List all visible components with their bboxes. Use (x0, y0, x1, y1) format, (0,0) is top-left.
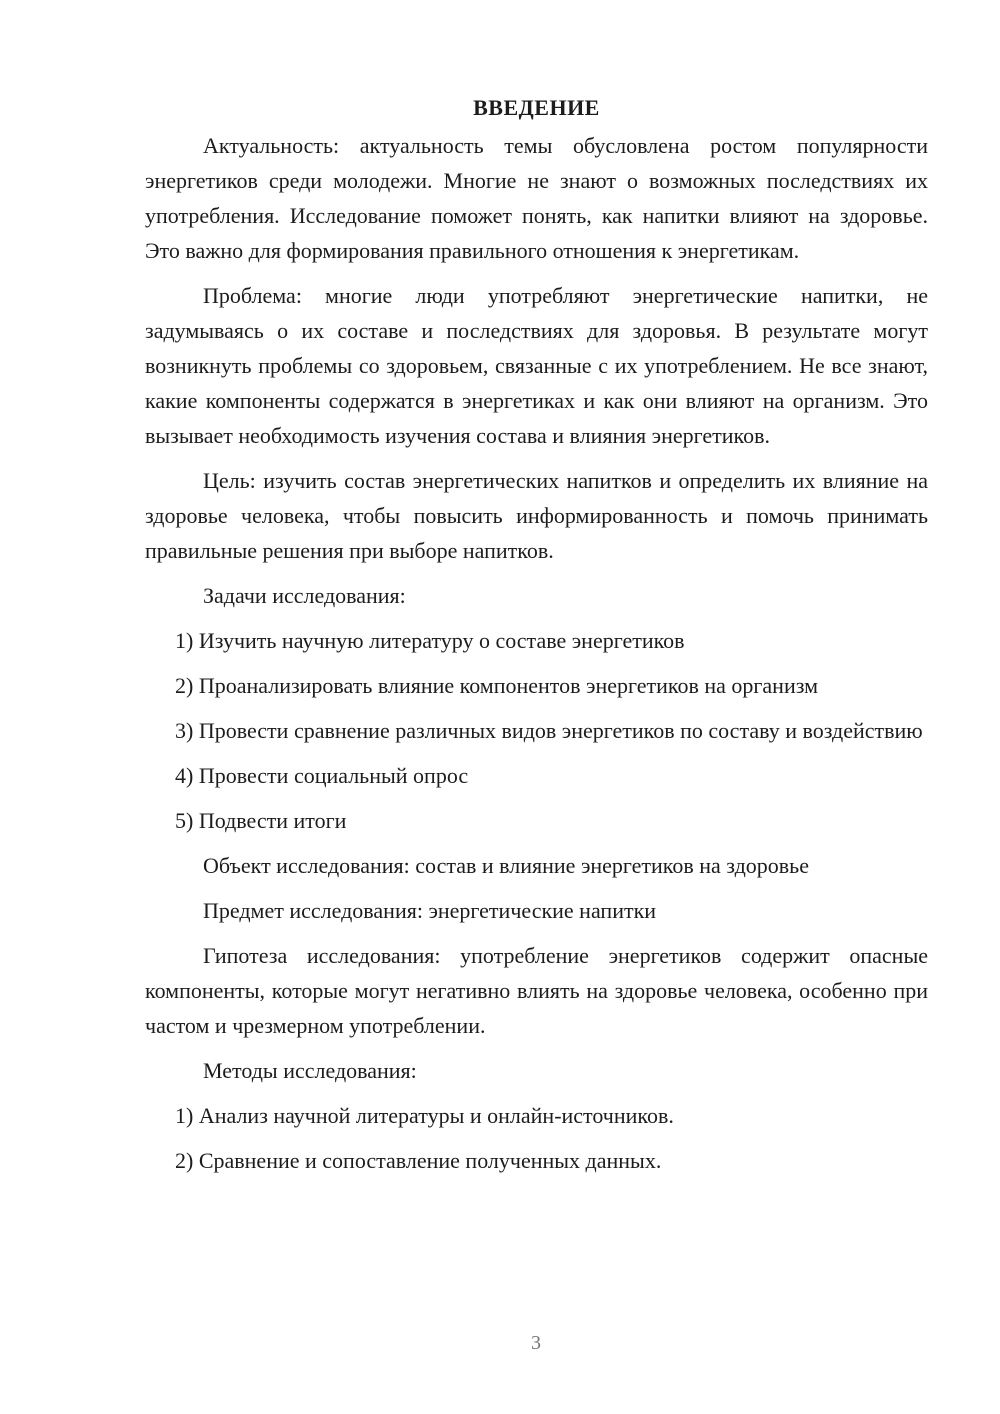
method-item-1: 1) Анализ научной литературы и онлайн-источников. (175, 1103, 674, 1128)
methods-title: Методы исследования: (203, 1058, 417, 1083)
page-number: 3 (531, 1332, 541, 1354)
hypothesis-paragraph: Гипотеза исследования: употребление энергетиков содержит опасные компоненты, которые могут негативно влиять на здоровье человека, особенно при частом и чрезмерном употреблении. (145, 943, 928, 1038)
research-object: Объект исследования: состав и влияние энергетиков на здоровье (203, 853, 809, 878)
actuality-paragraph: Актуальность: актуальность темы обусловлена ростом популярности энергетиков среди молодежи. Многие не знают о возможных последствиях их употребления. Исследование поможет понять, как напитки влияют на здоровье. Это важно для формирования правильного отношения к энергетикам. (145, 133, 928, 263)
goal-paragraph: Цель: изучить состав энергетических напитков и определить их влияние на здоровье человека, чтобы повысить информированность и помочь принимать правильные решения при выборе напитков. (145, 468, 928, 563)
tasks-title: Задачи исследования: (203, 583, 406, 608)
research-subject: Предмет исследования: энергетические напитки (203, 898, 657, 923)
document-page (145, 92, 928, 1188)
task-item-4: 4) Провести социальный опрос (175, 763, 469, 788)
task-item-1: 1) Изучить научную литературу о составе энергетиков (175, 628, 685, 653)
page-title: ВВЕДЕНИЕ (473, 95, 600, 120)
problem-paragraph: Проблема: многие люди употребляют энергетические напитки, не задумываясь о их составе и последствиях для здоровья. В результате могут возникнуть проблемы со здоровьем, связанные с их употреблением. Не все знают, какие компоненты содержатся в энергетиках и как они влияют на организм. Это вызывает необходимость изучения состава и влияния энергетиков. (145, 283, 928, 448)
method-item-2: 2) Сравнение и сопоставление полученных данных. (175, 1148, 662, 1173)
task-item-2: 2) Проанализировать влияние компонентов энергетиков на организм (175, 673, 819, 698)
task-item-3: 3) Провести сравнение различных видов энергетиков по составу и воздействию (175, 718, 923, 743)
task-item-5: 5) Подвести итоги (175, 808, 347, 833)
